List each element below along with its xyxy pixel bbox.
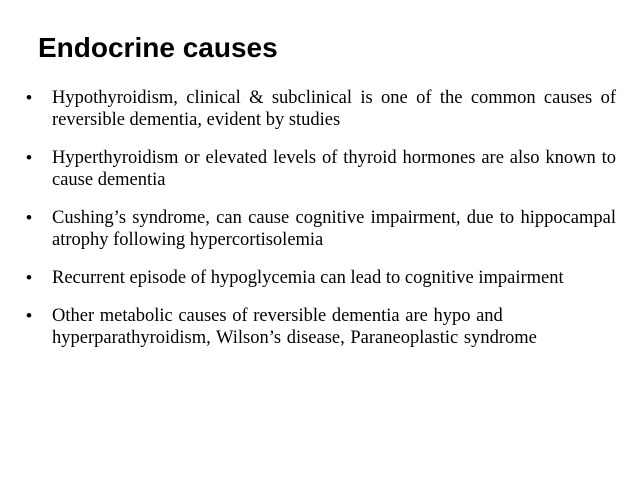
bullet-marker: • [26,148,32,167]
bullet-text-hyperthyroidism: Hyperthyroidism or elevated levels of thyroid hormones are also known to cause dementia [52,148,616,190]
bullet-text-hypothyroidism: Hypothyroidism, clinical & subclinical is one of the common causes of reversible dementia, evident by studies [52,88,616,130]
bullet-item-1 [26,87,616,131]
bullet-text-metabolic: Other metabolic causes of reversible dementia are hypo and hyperparathyroidism, Wilson’s disease, Paraneoplastic syndrome [52,306,537,348]
bullet-marker: • [26,88,32,107]
bullet-item-4 [26,267,616,289]
bullet-text-hypoglycemia: Recurrent episode of hypoglycemia can lead to cognitive impairment [52,268,564,288]
bullet-marker: • [26,268,32,287]
bullet-text-cushings: Cushing’s syndrome, can cause cognitive impairment, due to hippocampal atrophy following hypercortisolemia [52,208,616,250]
bullet-item-5 [26,305,616,349]
bullet-marker: • [26,208,32,227]
bullet-item-3 [26,207,616,251]
bullet-list [26,87,616,365]
bullet-marker: • [26,306,32,325]
bullet-item-2 [26,147,616,191]
slide-title: Endocrine causes [38,32,278,63]
